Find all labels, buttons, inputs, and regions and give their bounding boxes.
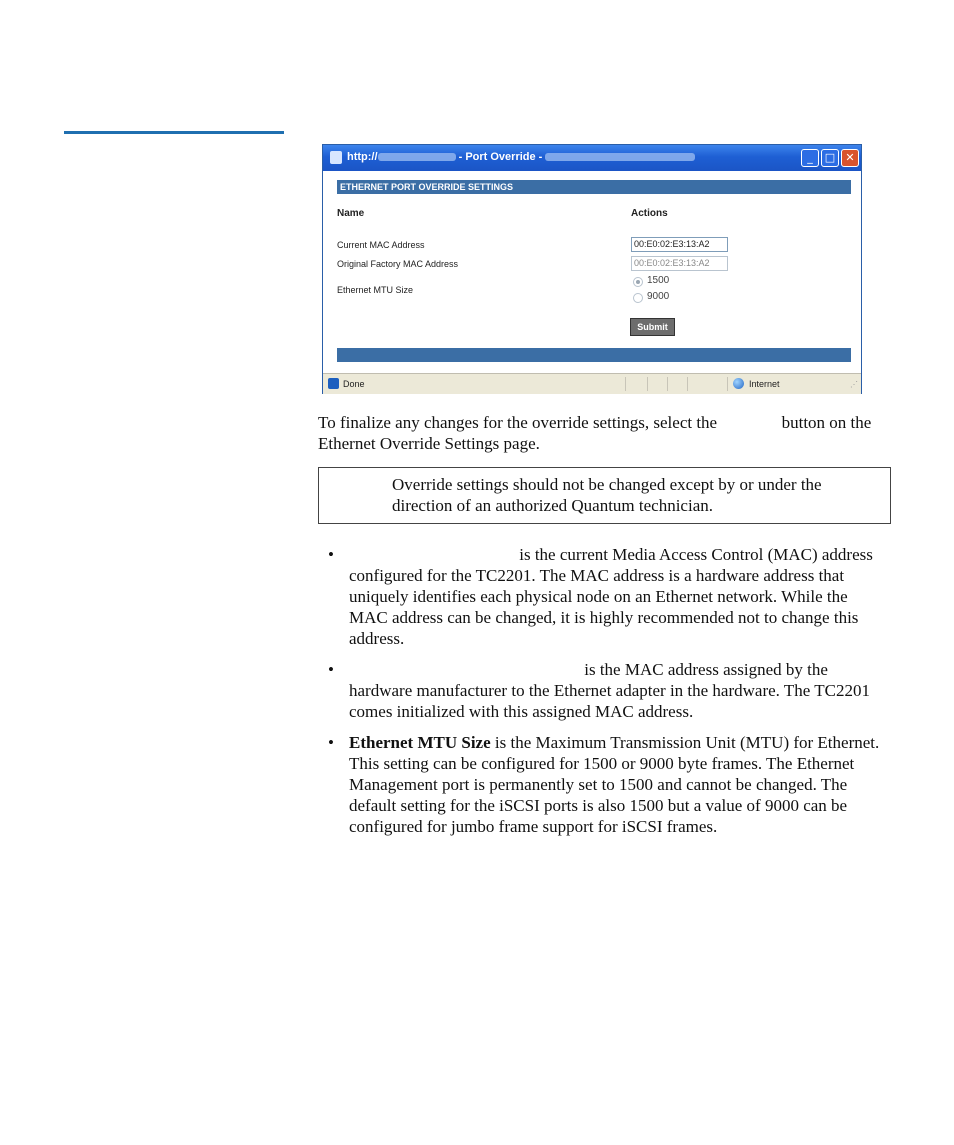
current-mac-input[interactable]: 00:E0:02:E3:13:A2: [631, 237, 728, 252]
caution-note-box: [318, 467, 891, 524]
mtu-size-label: Ethernet MTU Size: [337, 285, 414, 295]
resize-grip-icon[interactable]: ⋰: [850, 380, 858, 389]
bullet-text: is the Maximum Transmission Unit (MTU) for Ethernet. This setting can be configured for 1500 or 9000 byte frames. The Ethernet Management port is permanently set to 1500 and cannot be changed. The default setting for the iSCSI ports is also 1500 but a value of 9000 can be configured for jumbo frame support for iSCSI frames.: [349, 733, 880, 836]
status-bar: [323, 373, 861, 394]
status-text: Done: [343, 379, 365, 389]
submit-button[interactable]: Submit: [630, 318, 675, 336]
actions-column-header: Actions: [631, 208, 668, 219]
caution-note-text: Override settings should not be changed except by or under the direction of an authorized Quantum technician.: [392, 475, 822, 515]
browser-window: [322, 144, 862, 394]
internet-zone-icon: [733, 378, 744, 389]
bullet-text: is the current Media Access Control (MAC) address configured for the TC2201. The MAC address is a hardware address that uniquely identifies each physical node on an Ethernet network. While the MAC address can be changed, it is highly recommended not to change this address.: [349, 545, 873, 648]
status-divider: [625, 377, 626, 391]
status-divider: [647, 377, 648, 391]
current-mac-label: Current MAC Address: [337, 240, 425, 250]
status-divider: [727, 377, 728, 391]
page-done-icon: [328, 378, 339, 389]
bullet-text: is the MAC address assigned by the hardware manufacturer to the Ethernet adapter in the hardware. The TC2201 comes initialized with this assigned MAC address.: [349, 660, 870, 721]
factory-mac-input: 00:E0:02:E3:13:A2: [631, 256, 728, 271]
mtu-radio-1500-label: 1500: [647, 275, 670, 286]
mtu-radio-1500[interactable]: [633, 277, 643, 287]
section-title-bar: ETHERNET PORT OVERRIDE SETTINGS: [337, 180, 851, 194]
ie-icon: [330, 151, 342, 164]
list-item: [328, 544, 890, 649]
mtu-radio-9000-label: 9000: [647, 291, 670, 302]
status-divider: [687, 377, 688, 391]
bullet-term: Ethernet MTU Size: [349, 733, 491, 752]
minimize-button[interactable]: _: [801, 149, 819, 167]
mtu-radio-9000[interactable]: [633, 293, 643, 303]
factory-mac-label: Original Factory MAC Address: [337, 259, 459, 269]
bullet-icon: •: [328, 733, 334, 752]
list-item: [328, 659, 890, 722]
list-item: [328, 732, 890, 837]
instruction-paragraph: To finalize any changes for the override settings, select the button on the Ethernet Override Settings page.: [318, 413, 872, 453]
bullet-icon: •: [328, 660, 334, 679]
footer-bar: [337, 348, 851, 362]
status-divider: [667, 377, 668, 391]
security-zone-label: Internet: [749, 379, 780, 389]
bullet-list: [328, 544, 890, 847]
bullet-icon: •: [328, 545, 334, 564]
window-titlebar: [323, 145, 861, 171]
window-title: http:// - Port Override -: [347, 151, 695, 163]
page-content: [325, 171, 859, 373]
name-column-header: Name: [337, 208, 365, 219]
close-button[interactable]: ✕: [841, 149, 859, 167]
section-rule: [64, 131, 284, 134]
maximize-button[interactable]: □: [821, 149, 839, 167]
